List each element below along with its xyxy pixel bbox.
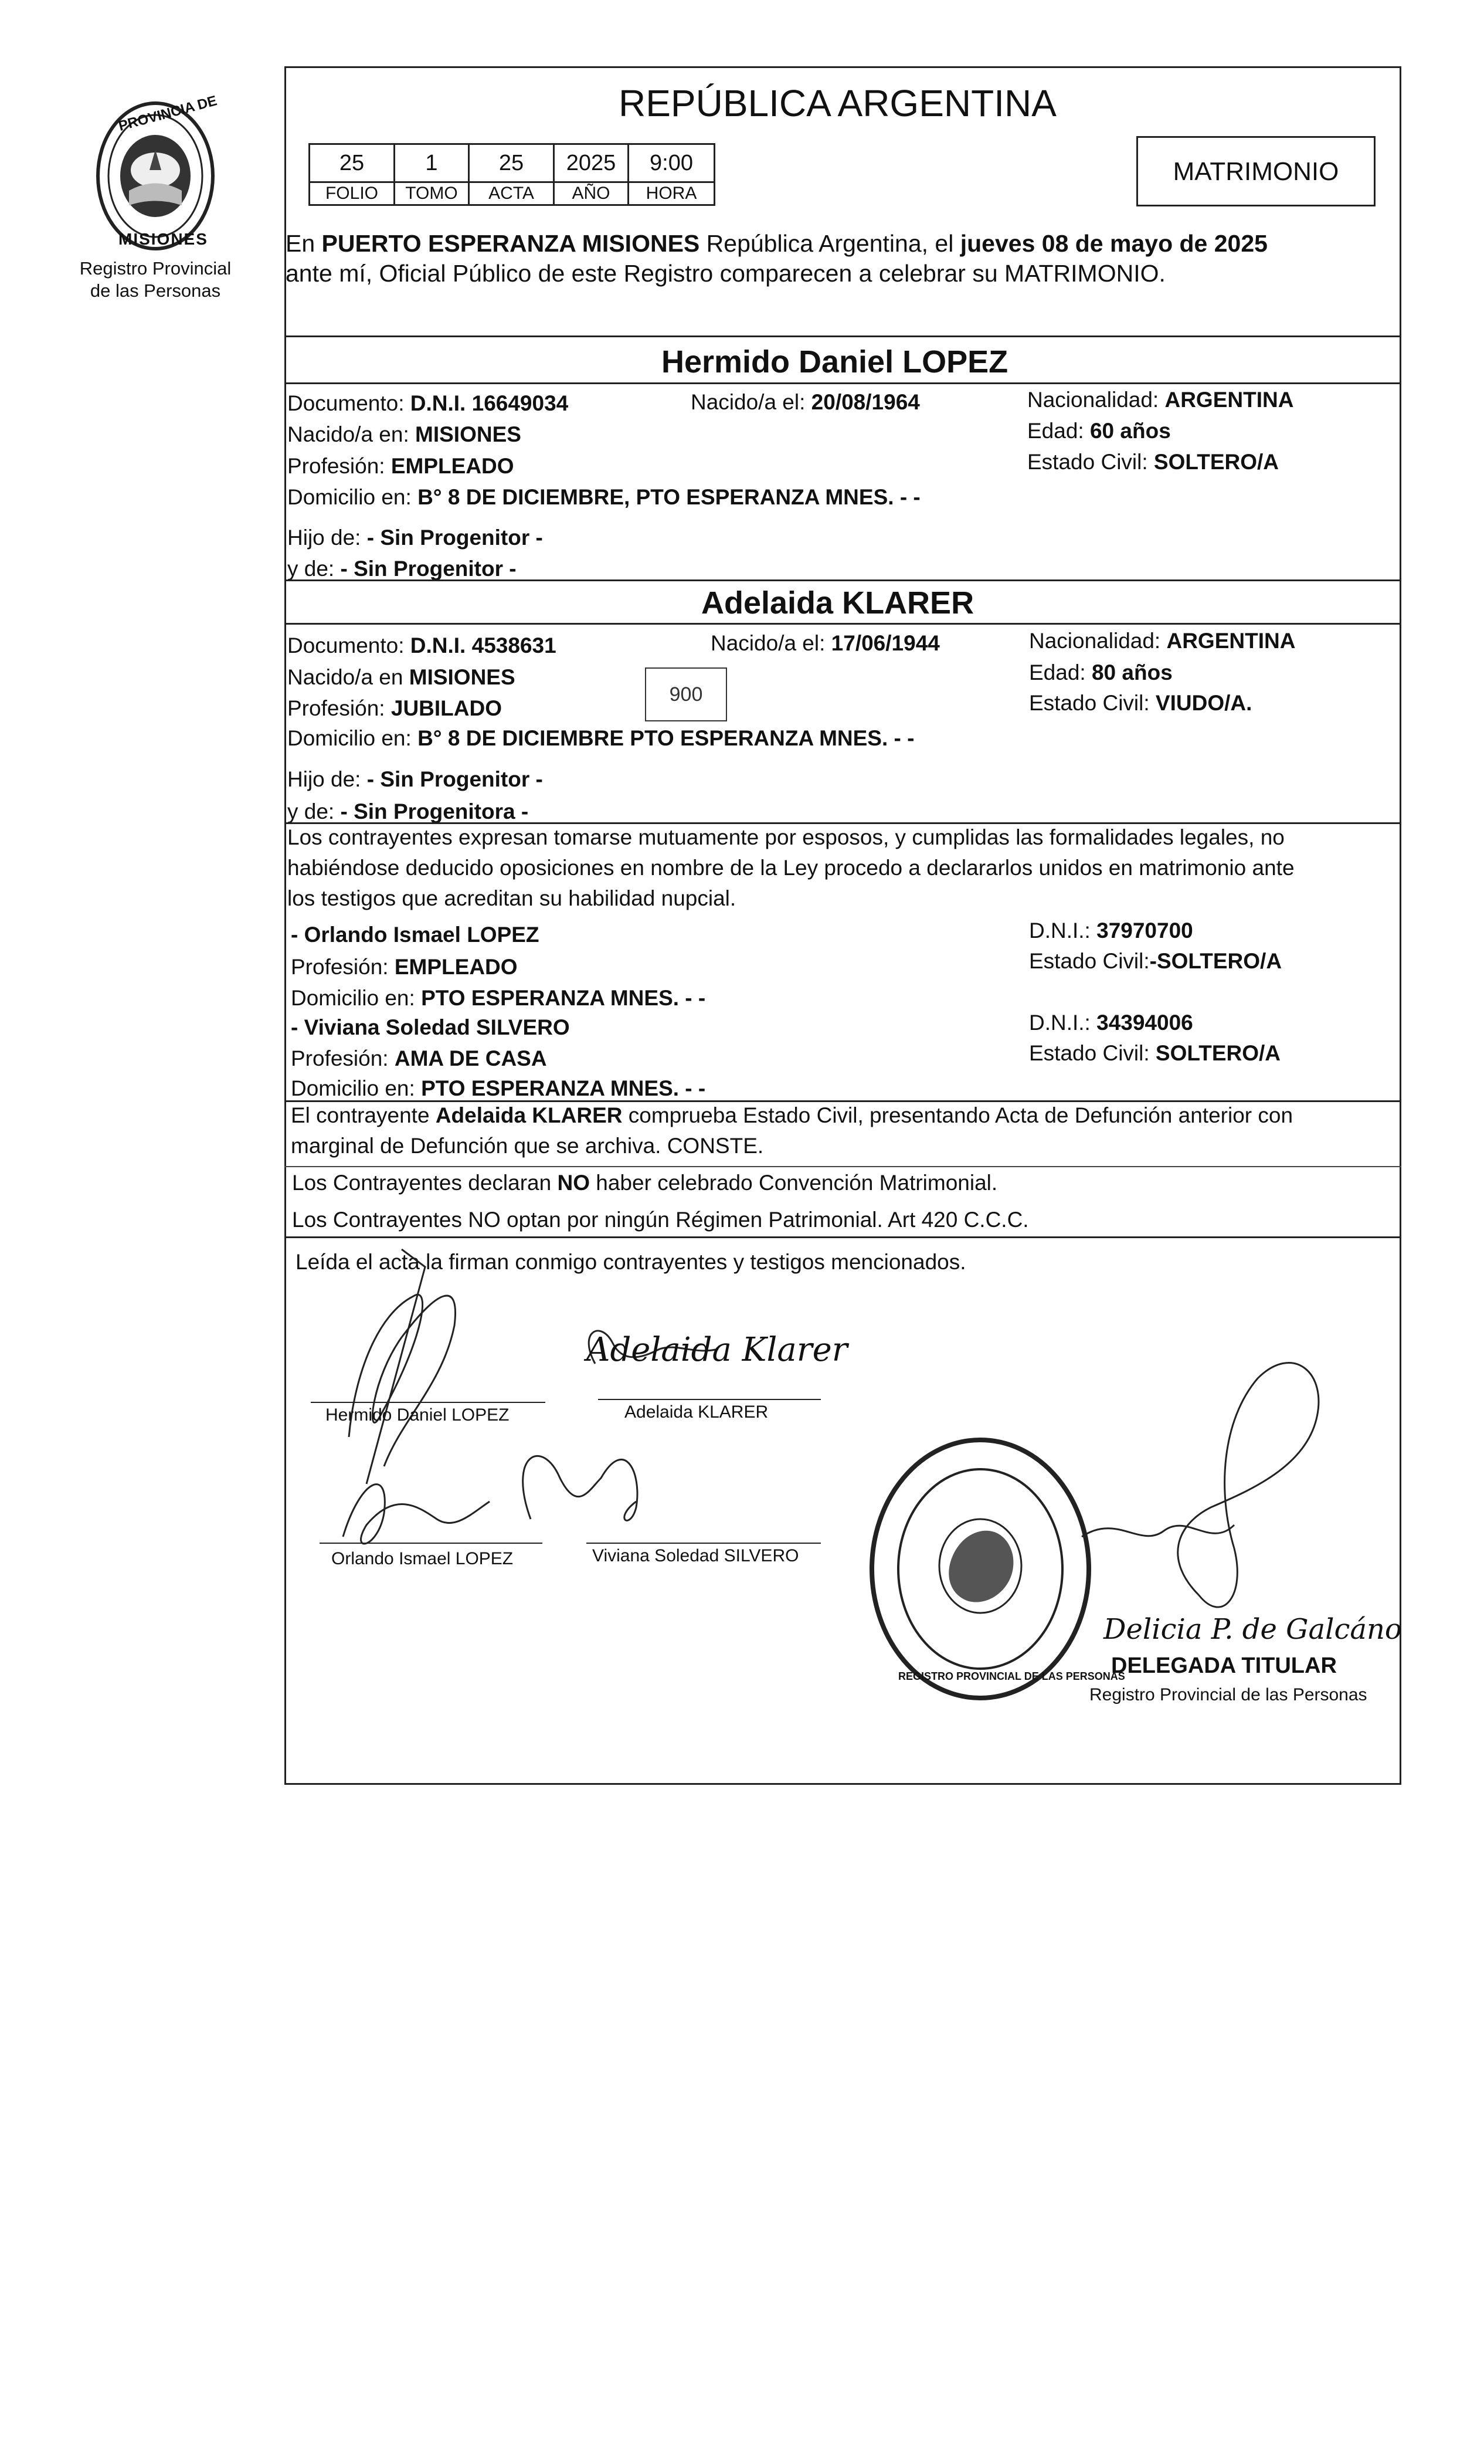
witness2-dni	[1029, 1010, 1193, 1036]
label: Edad:	[1029, 660, 1092, 684]
divider	[284, 579, 1401, 581]
value: 34394006	[1096, 1011, 1193, 1035]
intro-date: jueves 08 de mayo de 2025	[960, 230, 1268, 257]
witness2-name: - Viviana Soledad SILVERO	[291, 1015, 570, 1039]
value: SOLTERO/A	[1155, 1041, 1281, 1065]
spouse1-parent1	[287, 525, 543, 551]
stamp-text: REGISTRO PROVINCIAL DE LAS PERSONAS	[898, 1670, 1125, 1682]
witness1-dni	[1029, 918, 1193, 944]
value: D.N.I. 16649034	[410, 391, 569, 415]
intro-place: PUERTO ESPERANZA MISIONES	[321, 230, 700, 257]
value: 37970700	[1096, 919, 1193, 943]
signature-line	[586, 1543, 821, 1544]
spouse2-nationality	[1029, 628, 1295, 654]
label: Domicilio en:	[287, 485, 418, 509]
value: 60 años	[1089, 419, 1171, 443]
signature-caption-3: Orlando Ismael LOPEZ	[331, 1549, 514, 1568]
label: Domicilio en:	[291, 986, 422, 1010]
hora-label: HORA	[629, 182, 715, 205]
ano-label: AÑO	[554, 182, 629, 205]
label: Profesión:	[291, 1046, 395, 1070]
witness1-address	[291, 985, 705, 1011]
label: Profesión:	[287, 696, 391, 720]
label: Estado Civil:	[1029, 949, 1150, 973]
spouse2-address	[287, 726, 914, 751]
label: D.N.I.:	[1029, 1011, 1097, 1035]
label: Nacionalidad:	[1027, 388, 1165, 412]
acta-value: 25	[469, 144, 554, 182]
divider	[284, 1236, 1401, 1238]
intro-line-1	[286, 229, 1268, 258]
signature-line	[320, 1543, 542, 1544]
regime-rest: haber celebrado Convención Matrimonial.	[590, 1171, 998, 1195]
spouse2-document	[287, 633, 556, 659]
witness2-profession	[291, 1046, 547, 1072]
spouse1-name: Hermido Daniel LOPEZ	[661, 344, 1008, 379]
provincial-seal	[88, 94, 223, 258]
signature-caption-1: Hermido Daniel LOPEZ	[325, 1405, 510, 1425]
spouse1-age	[1027, 418, 1171, 444]
label: Documento:	[287, 391, 410, 415]
label: Documento:	[287, 633, 410, 657]
spouse2-parent2	[287, 799, 528, 825]
spouse1-profession	[287, 453, 514, 479]
seal-text-bottom: MISIONES	[118, 230, 208, 248]
official-title: DELEGADA TITULAR	[1111, 1653, 1337, 1678]
folio-value: 25	[310, 144, 395, 182]
label: Hijo de:	[287, 526, 367, 550]
label: Nacido/a el:	[711, 631, 831, 655]
declaration-line-1: Los contrayentes expresan tomarse mutuamente por esposos, y cumplidas las formalidades legales, no	[287, 825, 1285, 849]
acta-label: ACTA	[469, 182, 554, 205]
label: Domicilio en:	[291, 1076, 422, 1100]
witness1-name: - Orlando Ismael LOPEZ	[291, 923, 539, 947]
divider	[284, 1100, 1401, 1102]
value: SOLTERO/A	[1153, 450, 1279, 474]
divider	[284, 822, 1401, 824]
value: PTO ESPERANZA MNES. - -	[421, 986, 706, 1010]
value: 80 años	[1091, 660, 1173, 684]
spouse1-parent2	[287, 556, 517, 582]
spouse1-document	[287, 391, 568, 416]
value: 20/08/1964	[811, 390, 920, 414]
act-type-box: MATRIMONIO	[1136, 136, 1376, 206]
value: -SOLTERO/A	[1149, 949, 1282, 973]
label: Profesión:	[287, 454, 391, 478]
registry-name-line1: Registro Provincial	[79, 258, 232, 279]
note-prefix: El contrayente	[291, 1103, 436, 1127]
spouse2-birthplace	[287, 665, 515, 690]
value: - Sin Progenitor -	[366, 767, 543, 791]
label: y de:	[287, 557, 341, 581]
tomo-label: TOMO	[395, 182, 469, 205]
declaration-line-3: los testigos que acreditan su habilidad nupcial.	[287, 886, 736, 910]
signature-caption-4: Viviana Soledad SILVERO	[592, 1546, 799, 1565]
divider	[284, 1166, 1401, 1167]
label: Nacionalidad:	[1029, 629, 1167, 653]
witness1-profession	[291, 954, 518, 980]
ano-value: 2025	[554, 144, 629, 182]
label: Profesión:	[291, 955, 395, 979]
official-round-stamp	[863, 1431, 1125, 1707]
label: Edad:	[1027, 419, 1090, 443]
note-name: Adelaida KLARER	[435, 1103, 623, 1127]
value: 17/06/1944	[831, 631, 940, 655]
value: D.N.I. 4538631	[410, 633, 556, 657]
spouse2-age	[1029, 660, 1173, 686]
intro-line-2: ante mí, Oficial Público de este Registro comparecen a celebrar su MATRIMONIO.	[286, 260, 1166, 287]
intro-prefix: En	[286, 230, 322, 257]
declaration-line-2: habiéndose deducido oposiciones en nombre de la Ley procedo a declararlos unidos en matrimonio ante	[287, 856, 1295, 880]
signature-line	[598, 1399, 821, 1400]
value: ARGENTINA	[1166, 629, 1296, 653]
witness1-civil-status	[1029, 948, 1282, 974]
registry-name-line2: de las Personas	[90, 280, 221, 301]
value: AMA DE CASA	[394, 1046, 547, 1070]
signature-line	[311, 1402, 545, 1403]
note-line-1	[291, 1103, 1293, 1128]
seal-text-top: PROVINCIA DE	[117, 93, 219, 134]
spouse1-nationality	[1027, 387, 1293, 413]
label: Nacido/a el:	[691, 390, 811, 414]
country-title: REPÚBLICA ARGENTINA	[619, 82, 1057, 124]
regime-line-2: Los Contrayentes NO optan por ningún Régimen Patrimonial. Art 420 C.C.C.	[292, 1208, 1029, 1232]
spouse2-birthdate	[711, 631, 940, 656]
value: - Sin Progenitor -	[340, 557, 517, 581]
registry-data-table	[308, 143, 715, 206]
value: JUBILADO	[390, 696, 502, 720]
official-organization: Registro Provincial de las Personas	[1089, 1685, 1367, 1704]
signature-caption-2: Adelaida KLARER	[624, 1402, 769, 1422]
spouse2-civil-status	[1029, 690, 1252, 716]
divider	[284, 335, 1401, 337]
note-line-2: marginal de Defunción que se archiva. CONSTE.	[291, 1134, 764, 1158]
spouse2-name: Adelaida KLARER	[701, 585, 974, 621]
spouse2-profession	[287, 696, 502, 721]
value: B° 8 DE DICIEMBRE PTO ESPERANZA MNES. - -	[417, 726, 915, 750]
hora-value: 9:00	[629, 144, 715, 182]
divider	[284, 623, 1401, 625]
folio-label: FOLIO	[310, 182, 395, 205]
value: - Sin Progenitor -	[366, 526, 543, 550]
witness2-civil-status	[1029, 1040, 1281, 1066]
value: ARGENTINA	[1164, 388, 1294, 412]
label: Estado Civil:	[1029, 691, 1156, 715]
note-rest: comprueba Estado Civil, presentando Acta de Defunción anterior con	[622, 1103, 1293, 1127]
number-stamp	[645, 667, 727, 721]
intro-mid: República Argentina, el	[699, 230, 960, 257]
label: Estado Civil:	[1027, 450, 1154, 474]
regime-line-1	[292, 1170, 997, 1196]
value: EMPLEADO	[390, 454, 514, 478]
value: VIUDO/A.	[1155, 691, 1252, 715]
tomo-value: 1	[395, 144, 469, 182]
regime-no: NO	[557, 1171, 590, 1195]
value: EMPLEADO	[394, 955, 518, 979]
spouse1-birthdate	[691, 389, 920, 415]
stamp-number: 900	[669, 683, 703, 706]
spouse1-birthplace	[287, 422, 521, 448]
value: B° 8 DE DICIEMBRE, PTO ESPERANZA MNES. - -	[417, 485, 921, 509]
spouse1-address	[287, 484, 921, 510]
label: Estado Civil:	[1029, 1041, 1156, 1065]
label: Domicilio en:	[287, 726, 418, 750]
value: MISIONES	[415, 422, 521, 446]
witness2-address	[291, 1076, 705, 1101]
label: D.N.I.:	[1029, 919, 1097, 943]
value: PTO ESPERANZA MNES. - -	[421, 1076, 706, 1100]
spouse1-civil-status	[1027, 449, 1279, 475]
official-signature-name: Delicia P. de Galcáno	[1103, 1613, 1402, 1646]
value: MISIONES	[409, 665, 515, 689]
label: Hijo de:	[287, 767, 367, 791]
label: Nacido/a en	[287, 665, 409, 689]
spouse2-parent1	[287, 767, 543, 792]
regime-prefix: Los Contrayentes declaran	[292, 1171, 558, 1195]
divider	[284, 382, 1401, 384]
reading-statement: Leída el acta la firman conmigo contrayentes y testigos mencionados.	[296, 1250, 966, 1274]
label: Nacido/a en:	[287, 422, 416, 446]
spouse2-signature-script: Adelaida Klarer	[586, 1331, 848, 1369]
value: - Sin Progenitora -	[340, 799, 529, 823]
label: y de:	[287, 799, 341, 823]
